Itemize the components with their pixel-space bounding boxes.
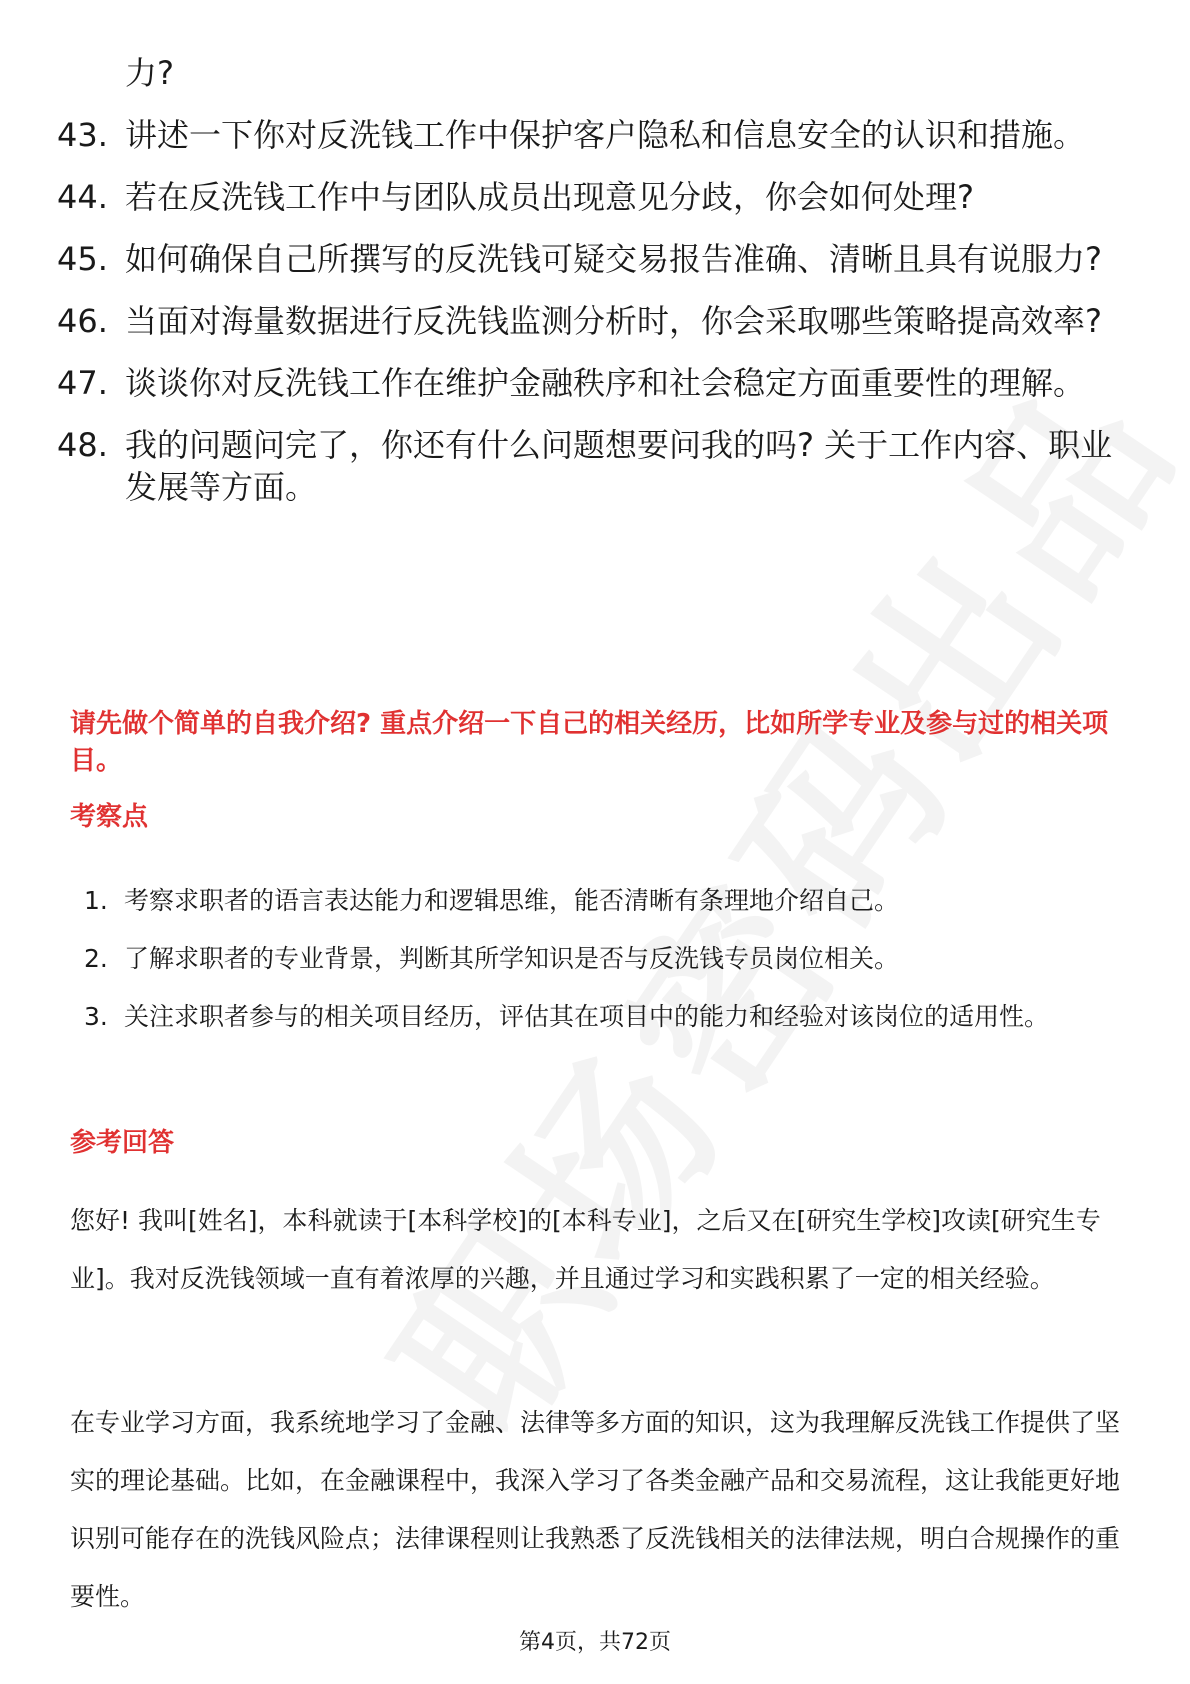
list-item (84, 872, 1134, 930)
point-text: 考察求职者的语言表达能力和逻辑思维，能否清晰有条理地介绍自己。 (124, 886, 900, 915)
section-question-heading: 请先做个简单的自我介绍? 重点介绍一下自己的相关经历，比如所学专业及参与过的相关项目。 (70, 709, 1109, 776)
question-text: 若在反洗钱工作中与团队成员出现意见分歧，你会如何处理? (125, 178, 974, 216)
point-number: 3. (84, 1002, 108, 1031)
question-text: 谈谈你对反洗钱工作在维护金融秩序和社会稳定方面重要性的理解。 (125, 364, 1086, 402)
question-text: 如何确保自己所撰写的反洗钱可疑交易报告准确、清晰且具有说服力? (125, 240, 1102, 278)
question-text: 我的问题问完了，你还有什么问题想要问我的吗? 关于工作内容、职业发展等方面。 (125, 426, 1113, 506)
list-item (57, 424, 1127, 508)
list-item (84, 930, 1134, 988)
point-text: 关注求职者参与的相关项目经历，评估其在项目中的能力和经验对该岗位的适用性。 (124, 1002, 1050, 1031)
list-item (57, 300, 1127, 342)
question-number: 43. (57, 116, 108, 154)
list-item (84, 988, 1134, 1046)
points-list (84, 872, 1134, 1046)
point-text: 了解求职者的专业背景，判断其所学知识是否与反洗钱专员岗位相关。 (124, 944, 900, 973)
answer-heading: 参考回答 (70, 1128, 175, 1158)
answer-paragraph: 您好! 我叫[姓名]，本科就读于[本科学校]的[本科专业]，之后又在[研究生学校]攻读[研究生专业]。我对反洗钱领域一直有着浓厚的兴趣，并且通过学习和实践积累了一定的相关经验。 (70, 1206, 1101, 1293)
question-text: 讲述一下你对反洗钱工作中保护客户隐私和信息安全的认识和措施。 (125, 116, 1086, 154)
kaochadian-heading: 考察点 (70, 802, 149, 832)
question-number: 44. (57, 178, 108, 216)
question-list (57, 52, 1127, 528)
answer-paragraph: 在专业学习方面，我系统地学习了金融、法律等多方面的知识，这为我理解反洗钱工作提供了坚实的理论基础。比如，在金融课程中，我深入学习了各类金融产品和交易流程，这让我能更好地识别可能存在的洗钱风险点；法律课程则让我熟悉了反洗钱相关的法律法规，明白合规操作的重要性。 (70, 1408, 1121, 1611)
point-number: 2. (84, 944, 108, 973)
list-item (57, 176, 1127, 218)
list-item (57, 114, 1127, 156)
question-number: 46. (57, 302, 108, 340)
question-text: 当面对海量数据进行反洗钱监测分析时，你会采取哪些策略提高效率? (125, 302, 1102, 340)
question-number: 47. (57, 364, 108, 402)
page-number: 第4页，共72页 (519, 1630, 671, 1655)
question-number: 45. (57, 240, 108, 278)
question-number: 48. (57, 426, 108, 464)
list-item (57, 362, 1127, 404)
list-item (57, 238, 1127, 280)
question-continuation: 力? (125, 54, 174, 92)
point-number: 1. (84, 886, 108, 915)
